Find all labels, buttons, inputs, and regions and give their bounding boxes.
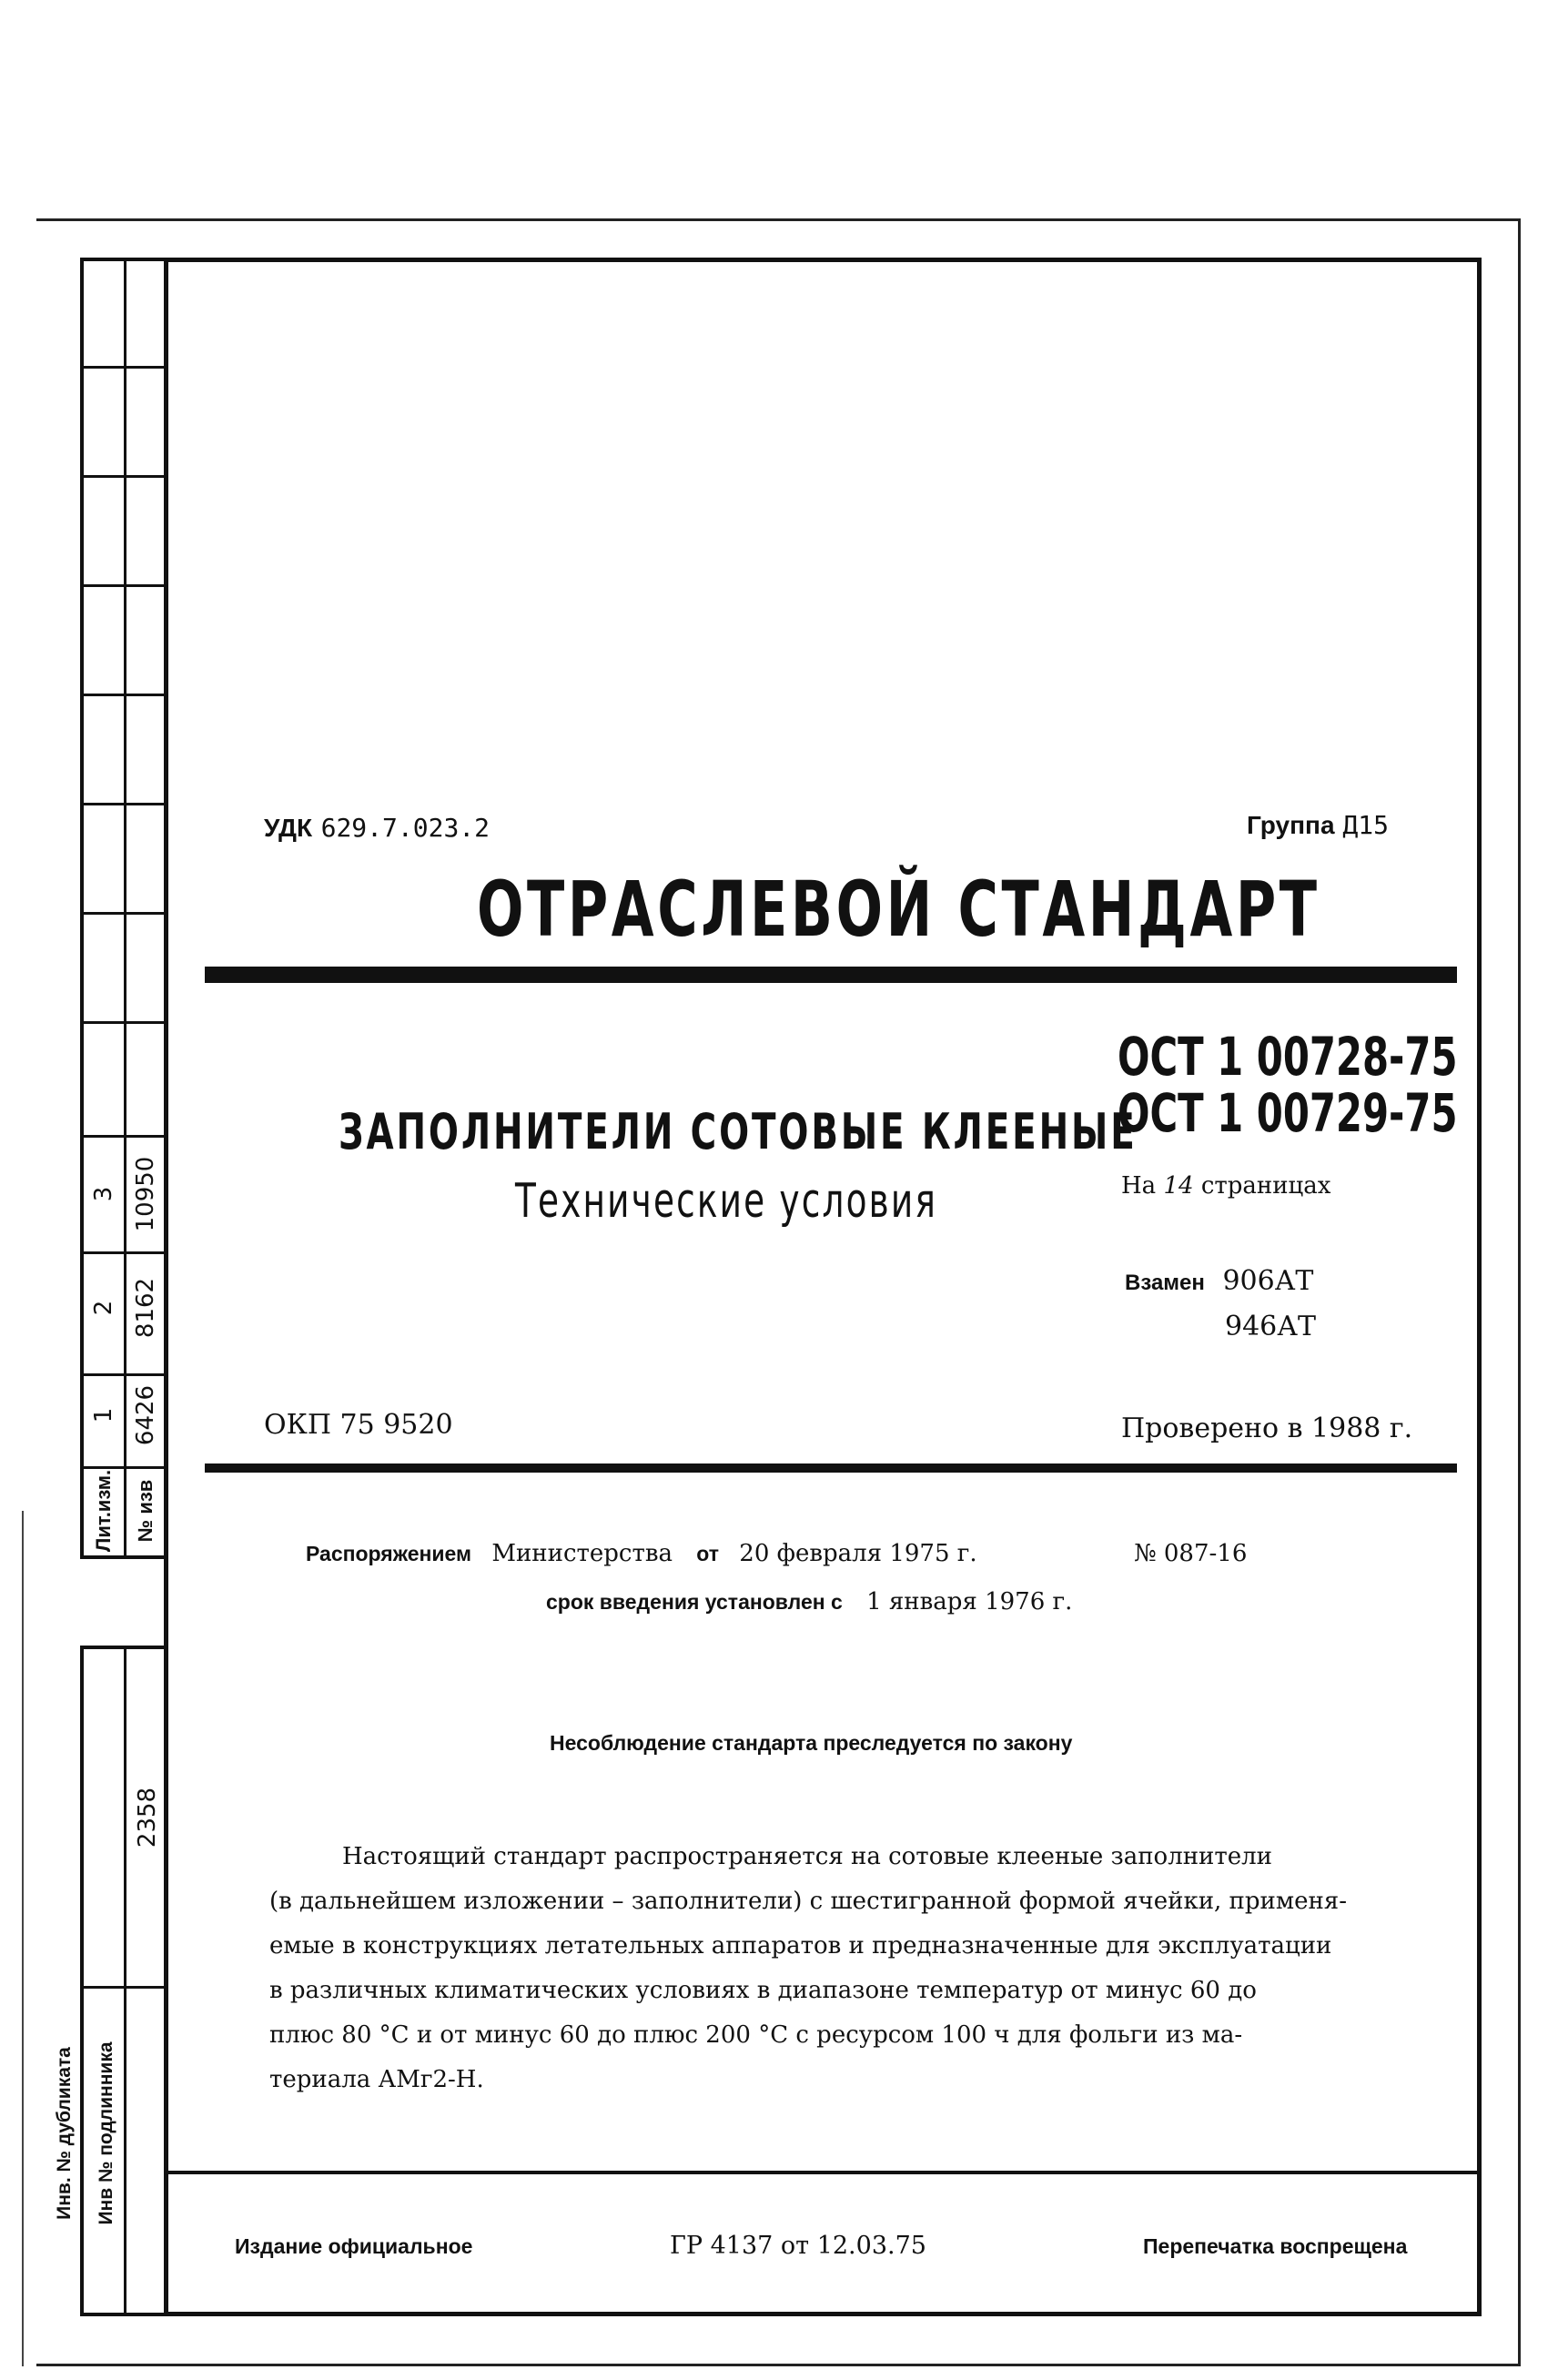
group-code: Группа Д15: [1247, 810, 1389, 840]
change-izv-2: 8162: [132, 1277, 159, 1339]
document-title-text: ОТРАСЛЕВОЙ СТАНДАРТ: [477, 865, 1320, 954]
replaced-doc-2: 946АТ: [1225, 1311, 1316, 1342]
pages-suffix: страницах: [1200, 1172, 1331, 1200]
standard-code: ОСТ 1 00728-75: [1118, 1026, 1458, 1088]
stub-row-line: [84, 694, 165, 696]
body-line: Настоящий стандарт распространяется на сотовые клееные заполнители: [342, 1843, 1272, 1870]
change-izv-1: 6426: [132, 1384, 159, 1446]
standard-subtitle-text: Технические условия: [515, 1174, 938, 1229]
body-line: териала АМг2-Н.: [269, 2066, 484, 2093]
intro-label: срок введения установлен с: [546, 1590, 843, 1614]
pages-prefix: На: [1121, 1172, 1157, 1200]
stub-row-line: [84, 803, 165, 805]
stub-row-line: [84, 366, 165, 369]
page-edge-bottom: [36, 2364, 1520, 2366]
body-line: в различных климатических условиях в диапазоне температур от минус 60 до: [269, 1977, 1257, 2004]
mid-rule: [205, 1463, 1457, 1473]
order-label: Распоряжением: [306, 1542, 472, 1565]
order-date: 20 февраля 1975 г.: [739, 1540, 977, 1567]
standard-code: ОСТ 1 00729-75: [1118, 1082, 1458, 1144]
footer-reprint-notice: Перепечатка воспрещена: [1143, 2234, 1408, 2258]
stub-row-line: [84, 584, 165, 587]
body-line: (в дальнейшем изложении – заполнители) с шестигранной формой ячейки, применя-: [269, 1888, 1347, 1915]
change-lit-3: 3: [90, 1186, 117, 1202]
stub-row-line: [84, 475, 165, 478]
page-edge-top: [36, 218, 1520, 221]
standard-subtitle: [515, 1174, 1102, 1229]
n-izv-label: № изв: [134, 1479, 157, 1543]
order-line: [306, 1540, 977, 1567]
stub-column-divider: [124, 261, 126, 1555]
footer-rule: [164, 2171, 1482, 2174]
footer-official: Издание официальное: [235, 2234, 473, 2258]
page-edge-left: [22, 1511, 24, 2366]
checked-year: Проверено в 1988 г.: [1121, 1413, 1413, 1444]
legal-warning: Несоблюдение стандарта преследуется по закону: [550, 1731, 1073, 1755]
stub-row-line: [84, 1135, 165, 1138]
stub-row-line: [84, 1986, 165, 1989]
standard-codes: [1118, 1026, 1568, 1144]
intro-date: 1 января 1976 г.: [866, 1588, 1073, 1615]
okp-code: ОКП 75 9520: [264, 1409, 453, 1441]
footer-registration: ГР 4137 от 12.03.75: [670, 2232, 926, 2260]
order-from: от: [696, 1542, 720, 1565]
udk-code: УДК 629.7.023.2: [264, 813, 491, 843]
change-register-stub: [80, 258, 168, 1559]
order-number: № 087-16: [1134, 1540, 1248, 1567]
change-lit-1: 1: [90, 1407, 117, 1423]
document-title: [477, 865, 1568, 954]
stub-row-line: [84, 1021, 165, 1024]
lit-izm-label: Лит.изм.: [92, 1469, 115, 1553]
body-line: плюс 80 °С и от минус 60 до плюс 200 °С с ресурсом 100 ч для фольги из ма-: [269, 2021, 1243, 2049]
change-izv-3: 10950: [132, 1156, 159, 1232]
inv-podlinnika-value: 2358: [134, 1787, 161, 1848]
body-paragraph: [269, 1835, 1347, 2102]
change-lit-2: 2: [90, 1300, 117, 1316]
inventory-stub: [54, 1646, 168, 2316]
inv-dublikata-label: Инв. № дубликата: [54, 2047, 75, 2220]
title-rule: [205, 967, 1457, 983]
stub-column-divider: [124, 1649, 126, 2313]
ministry: Министерства: [491, 1540, 673, 1567]
replaced-doc: 906АТ: [1222, 1265, 1314, 1297]
page-edge-right: [1518, 218, 1521, 2366]
body-line: емые в конструкциях летательных аппаратов и предназначенные для эксплуатации: [269, 1932, 1332, 1960]
standard-name-text: ЗАПОЛНИТЕЛИ СОТОВЫЕ КЛЕЕНЫЕ: [339, 1103, 1138, 1160]
pages-number: 14: [1163, 1172, 1194, 1200]
stub-row-line: [84, 912, 165, 915]
pages-count: [1121, 1172, 1330, 1200]
inv-podlinnika-label: Инв № подлинника: [96, 2041, 116, 2225]
intro-line: [546, 1588, 1072, 1615]
replaces-block: [1125, 1265, 1313, 1297]
replaces-label: Взамен: [1125, 1271, 1205, 1295]
